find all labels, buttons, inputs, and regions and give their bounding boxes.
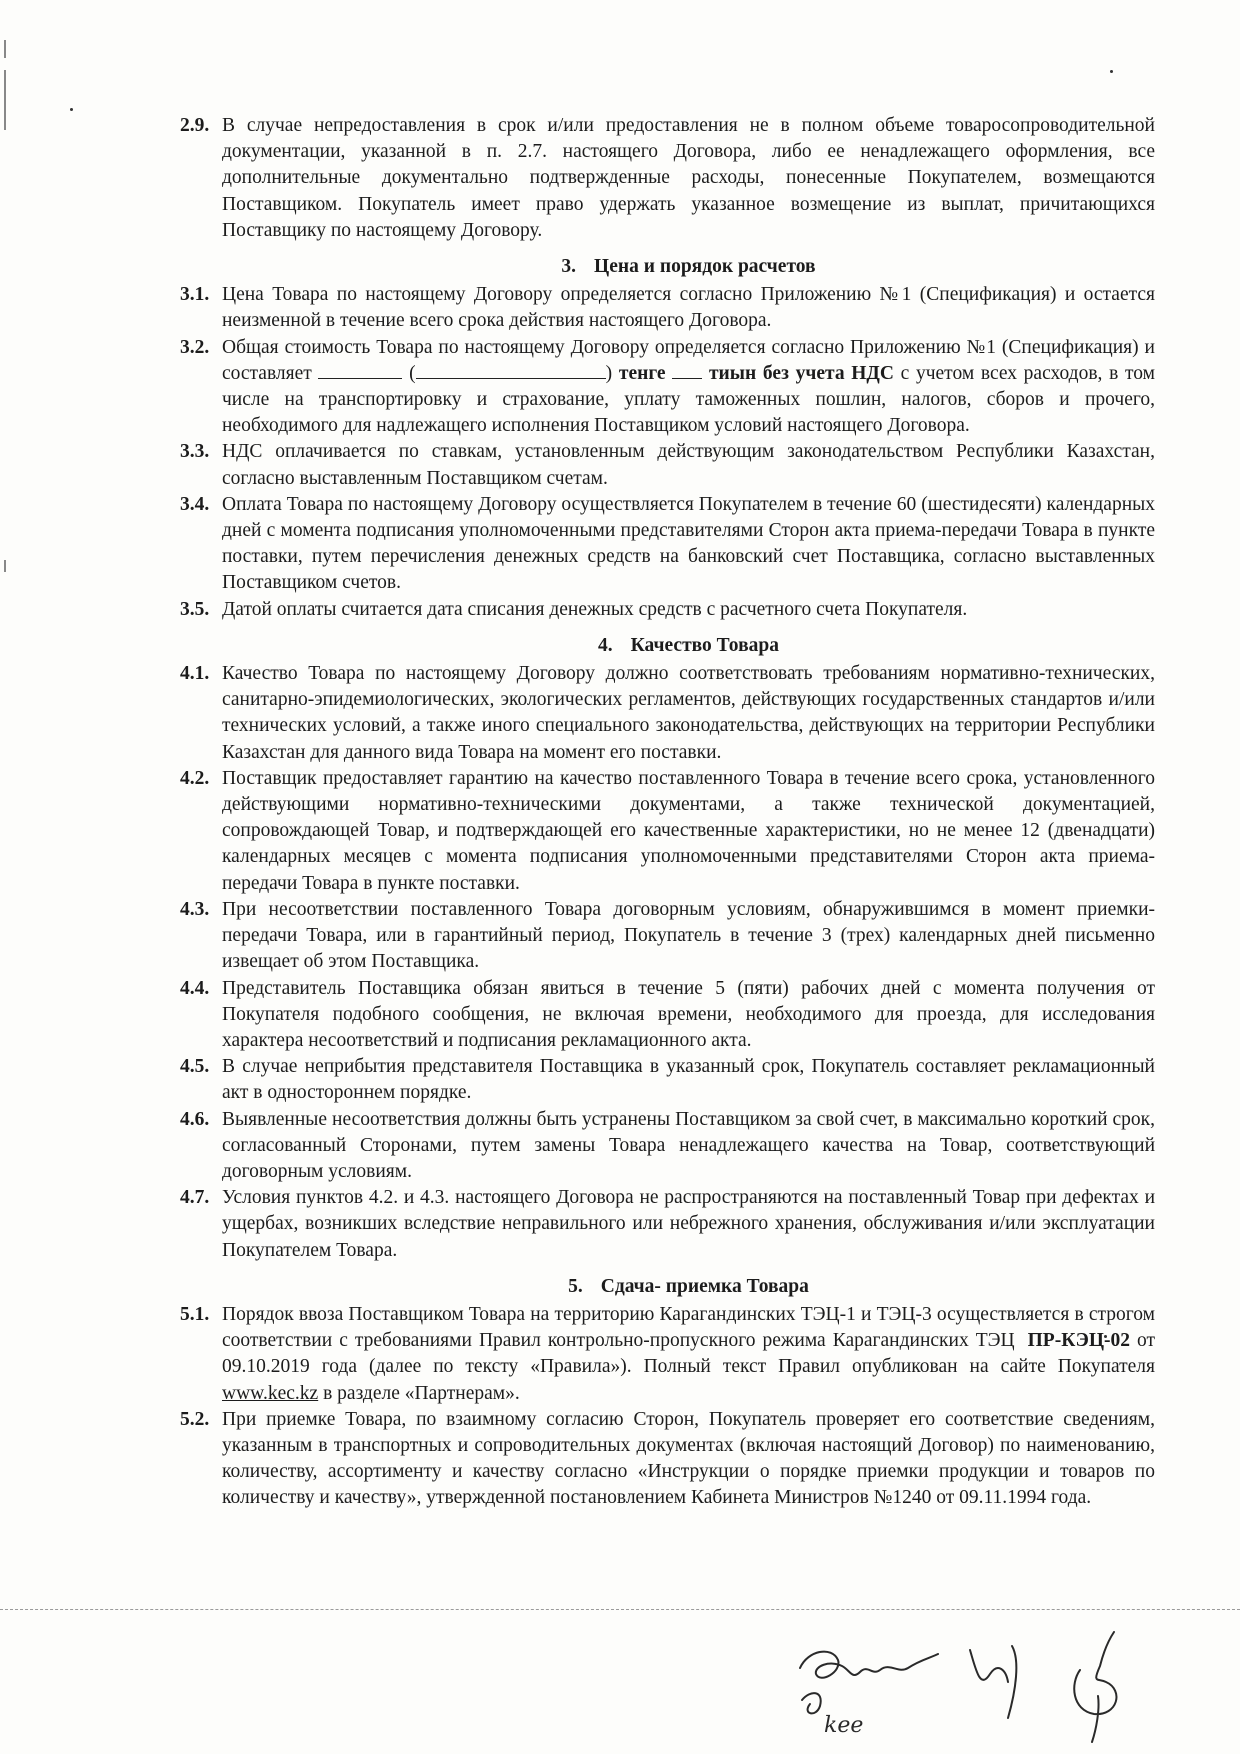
clause-text: Оплата Товара по настоящему Договору осуществляется Покупателем в течение 60 (шестидесяти) календарных дней с момента подписания уполномоченными представителями Сторон акта приема-передачи Товара в пункте поставки, путем перечисления денежных средств на банковский счет Поставщика, согласно выставленных Поставщиком счетов.	[222, 493, 1155, 594]
section-number: 5.	[568, 1275, 583, 1297]
clause-text: Цена Товара по настоящему Договору определяется согласно Приложению №1 (Спецификация) и остается неизменной в течение всего срока действия настоящего Договора.	[222, 284, 1155, 332]
clause-4-3	[180, 897, 1155, 976]
clause-4-7	[180, 1185, 1155, 1264]
clause-number: 4.6.	[180, 1108, 210, 1130]
clause-number: 3.2.	[180, 336, 210, 358]
clause-4-1	[180, 661, 1155, 766]
scan-speck	[70, 108, 73, 111]
clause-number: 4.1.	[180, 663, 210, 685]
tiyn-blank	[672, 362, 702, 379]
contract-text	[180, 113, 1155, 1512]
clause-3-2	[180, 335, 1155, 440]
clause-3-4	[180, 492, 1155, 597]
section-4-heading	[180, 633, 1155, 659]
clause-3-3	[180, 439, 1155, 491]
clause-number: 3.3.	[180, 441, 210, 463]
clause-number: 4.5.	[180, 1056, 210, 1078]
section-5-heading	[180, 1274, 1155, 1300]
clause-text: Выявленные несоответствия должны быть устранены Поставщиком за свой счет, в максимально короткий срок, согласованный Сторонами, путем замены Товара ненадлежащего качества на Товар, соответствующий договорным условиям.	[222, 1108, 1155, 1182]
clause-2-9	[180, 113, 1155, 244]
clause-text: Порядок ввоза Поставщиком Товара на территорию Карагандинских ТЭЦ-1 и ТЭЦ-3 осуществляется в строгом соответствии с требованиями Правил контрольно-пропускного режима Карагандинских ТЭЦ	[222, 1303, 1155, 1352]
clause-number: 3.4.	[180, 493, 210, 515]
clause-number: 3.5.	[180, 598, 210, 620]
clause-3-1	[180, 282, 1155, 334]
scan-speck	[1110, 70, 1113, 73]
section-title: Качество Товара	[630, 634, 779, 656]
clause-text: Датой оплаты считается дата списания денежных средств с расчетного счета Покупателя.	[222, 598, 968, 620]
clause-number: 5.1.	[180, 1303, 210, 1325]
signature-stroke	[970, 1646, 1016, 1718]
amount-blank	[318, 362, 402, 379]
tenge-label: тенге	[618, 362, 666, 384]
tiyn-label: тиын без учета НДС	[708, 362, 894, 384]
signature-stroke	[800, 1652, 938, 1678]
section-number: 4.	[598, 634, 613, 656]
clause-5-2	[180, 1407, 1155, 1512]
scan-mark	[4, 70, 6, 130]
clause-text: Качество Товара по настоящему Договору должно соответствовать требованиям нормативно-технических, санитарно-эпидемиологических, экологических регламентов, действующих государственных стандартов и/или технических условий, а также иного специального законодательства, действующих на территории Республики Казахстан для данного вида Товара на момент его поставки.	[222, 663, 1155, 763]
amount-words-blank	[416, 362, 606, 379]
scan-mark	[4, 560, 6, 572]
section-3-heading	[180, 254, 1155, 280]
clause-number: 5.2.	[180, 1408, 210, 1430]
open-paren: (	[409, 362, 416, 384]
clause-3-5	[180, 597, 1155, 623]
clause-number: 4.3.	[180, 898, 210, 920]
clause-text: НДС оплачивается по ставкам, установленным действующим законодательством Республики Казахстан, согласно выставленным Поставщиком счетам.	[222, 441, 1155, 489]
clause-4-2	[180, 766, 1155, 897]
clause-4-5	[180, 1054, 1155, 1106]
clause-text: В случае неприбытия представителя Поставщика в указанный срок, Покупатель составляет рекламационный акт в одностороннем порядке.	[222, 1056, 1155, 1104]
clause-number: 2.9.	[180, 115, 210, 136]
section-title: Цена и порядок расчетов	[594, 256, 816, 278]
clause-text: с учетом всех расходов, в том числе на транспортировку и страхование, уплату таможенных пошлин, налогов, сборов и прочего, необходимого для надлежащего исполнения Поставщиком условий настоящего Договора.	[222, 362, 1155, 437]
section-number: 3.	[561, 256, 577, 278]
clause-text: Общая стоимость Товара по настоящему Договору определяется согласно Приложению №1 (Спецификация) и составляет	[222, 336, 1155, 384]
clause-number: 3.1.	[180, 284, 210, 306]
clause-number: 4.7.	[180, 1187, 210, 1209]
clause-number: 4.2.	[180, 767, 210, 789]
clause-text: В случае непредоставления в срок и/или предоставления не в полном объеме товаросопроводительной документации, указанной в п. 2.7. настоящего Договора, либо ее ненадлежащего оформления, все дополнительные документально подтвержденные расходы, понесенные Покупателем, возмещаются Поставщиком. Покупатель имеет право удержать указанное возмещение из выплат, причитающихся Поставщику по настоящему Договору.	[222, 115, 1155, 241]
section-title: Сдача- приемка Товара	[600, 1275, 809, 1297]
signature-initials: kee	[824, 1713, 864, 1738]
clause-text: Условия пунктов 4.2. и 4.3. настоящего Договора не распространяются на поставленный Товар при дефектах и ущербах, возникших вследствие неправильного или небрежного хранения, обслуживания и/или эксплуатации Покупателем Товара.	[222, 1187, 1155, 1261]
handwritten-signatures	[780, 1610, 1180, 1750]
clause-5-1	[180, 1302, 1155, 1407]
close-paren: )	[605, 362, 613, 384]
clause-4-6	[180, 1107, 1155, 1186]
clause-text: в разделе «Партнерам».	[323, 1382, 520, 1404]
regulation-code: ПР-КЭЦ-02	[1027, 1330, 1130, 1352]
clause-text: от 09.10.2019 года (далее по тексту «Правила»). Полный текст Правил опубликован на сайте Покупателя	[222, 1330, 1156, 1378]
clause-4-4	[180, 976, 1155, 1055]
signature-stroke	[802, 1693, 821, 1713]
clause-number: 4.4.	[180, 977, 210, 999]
scan-mark	[4, 40, 6, 58]
clause-text: Поставщик предоставляет гарантию на качество поставленного Товара в течение всего срока, установленного действующими нормативно-техническими документами, а также технической документацией, сопровождающей Товар, и подтверждающей его качественные характеристики, но не менее 12 (двенадцати) календарных месяцев с момента подписания уполномоченными представителями Сторон акта приема-передачи Товара в пункте поставки.	[222, 767, 1155, 894]
signature-stroke	[1074, 1632, 1116, 1742]
clause-text: При приемке Товара, по взаимному согласию Сторон, Покупатель проверяет его соответствие сведениям, указанным в транспортных и сопроводительных документах (включая настоящий Договор) по наименованию, количеству, ассортименту и качеству согласно «Инструкции о порядке приемки продукции и товаров по количеству и качеству», утвержденной постановлением Кабинета Министров №1240 от 09.11.1994 года.	[222, 1408, 1155, 1509]
clause-text: Представитель Поставщика обязан явиться в течение 5 (пяти) рабочих дней с момента получения от Покупателя подобного сообщения, не включая времени, необходимого для проезда, для исследования характера несоответствий и подписания рекламационного акта.	[222, 977, 1155, 1051]
website-link[interactable]: www.kec.kz	[222, 1382, 319, 1404]
clause-text: При несоответствии поставленного Товара договорным условиям, обнаружившимся в момент приемки-передачи Товара, или в гарантийный период, Покупатель в течение 3 (трех) календарных дней письменно извещает об этом Поставщика.	[222, 898, 1155, 973]
